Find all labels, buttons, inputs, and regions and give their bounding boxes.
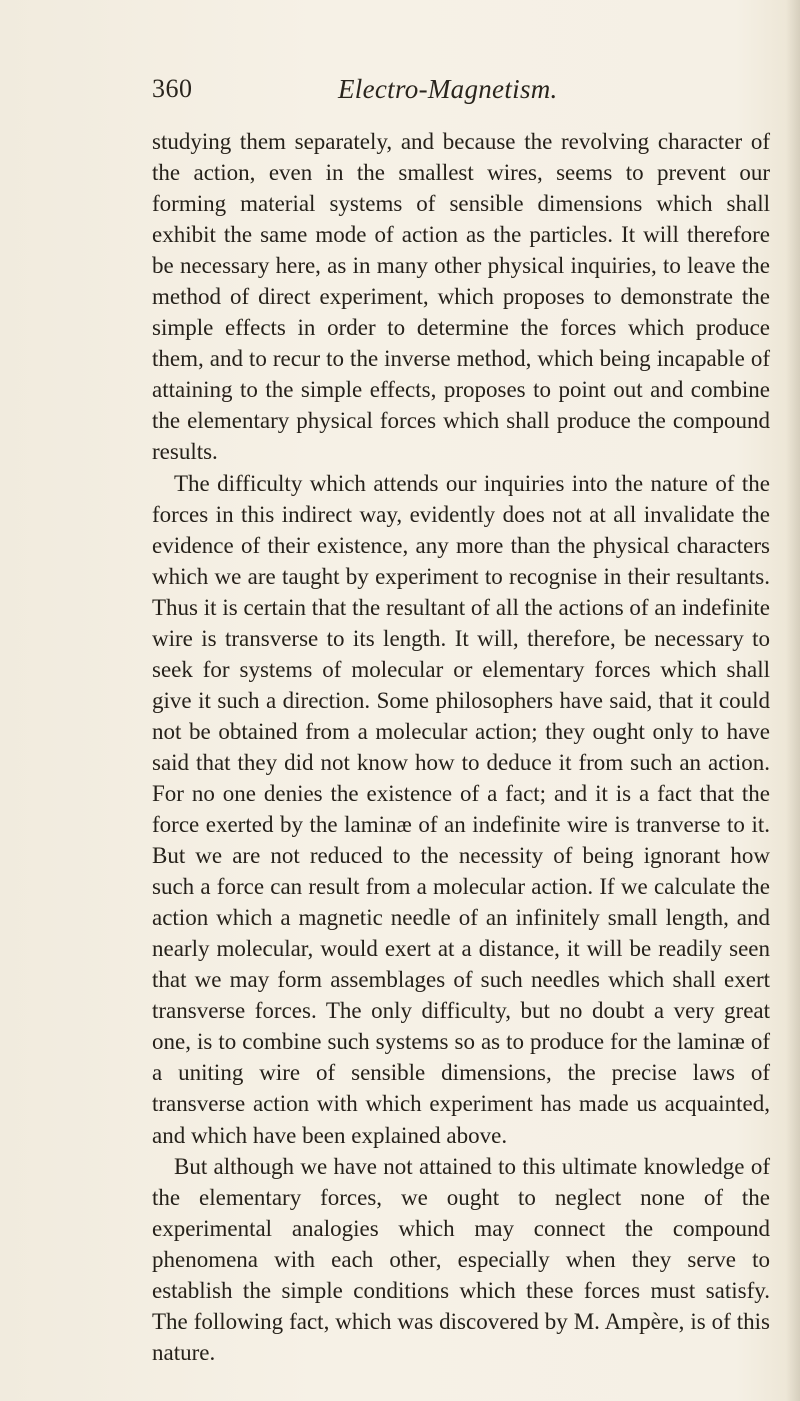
body-text [152,126,770,1368]
page-header [0,74,800,114]
page-number: 360 [152,74,193,103]
paragraph-continued: studying them separately, and because the revolving character of the action, even in the smallest wires, seems to prevent our forming material systems of sensible dimensions which shall exhibit the same mode of action as the particles. It will therefore be necessary here, as in many other physical inquiries, to leave the method of direct experiment, which proposes to demonstrate the simple effects in order to determine the forces which produce them, and to recur to the inverse method, which being incapable of attaining to the simple effects, proposes to point out and combine the elementary physical forces which shall produce the compound results. [152,129,770,465]
paragraph: The difficulty which attends our inquiries into the nature of the forces in this indirect way, evidently does not at all invalidate the evidence of their existence, any more than the physical characters which we are taught by experiment to recognise in their resultants. Thus it is certain that the resultant of all the actions of an indefinite wire is transverse to its length. It will, therefore, be necessary to seek for systems of molecular or elementary forces which shall give it such a direction. Some philosophers have said, that it could not be obtained from a molecular action; they ought only to have said that they did not know how to deduce it from such an action. For no one denies the existence of a fact; and it is a fact that the force exerted by the laminæ of an indefinite wire is tranverse to it. But we are not reduced to the necessity of being ignorant how such a force can result from a molecular action. If we calculate the action which a magnetic needle of an infinitely small length, and nearly molecular, would exert at a distance, it will be readily seen that we may form assemblages of such needles which shall exert transverse forces. The only difficulty, but no doubt a very great one, is to combine such systems so as to produce for the laminæ of a uniting wire of sensible dimensions, the precise laws of transverse action with which experiment has made us acquainted, and which have been explained above. [152,470,770,1148]
running-title: Electro-Magnetism. [338,74,558,104]
page-edge-shadow [786,0,800,1401]
paragraph: But although we have not attained to this ultimate knowledge of the elementary forces, we ought to neglect none of the experimental analogies which may connect the compound phenomena with each other, especially when they serve to establish the simple conditions which these forces must satisfy. The following fact, which was discovered by M. Ampère, is of this nature. [152,1153,770,1365]
